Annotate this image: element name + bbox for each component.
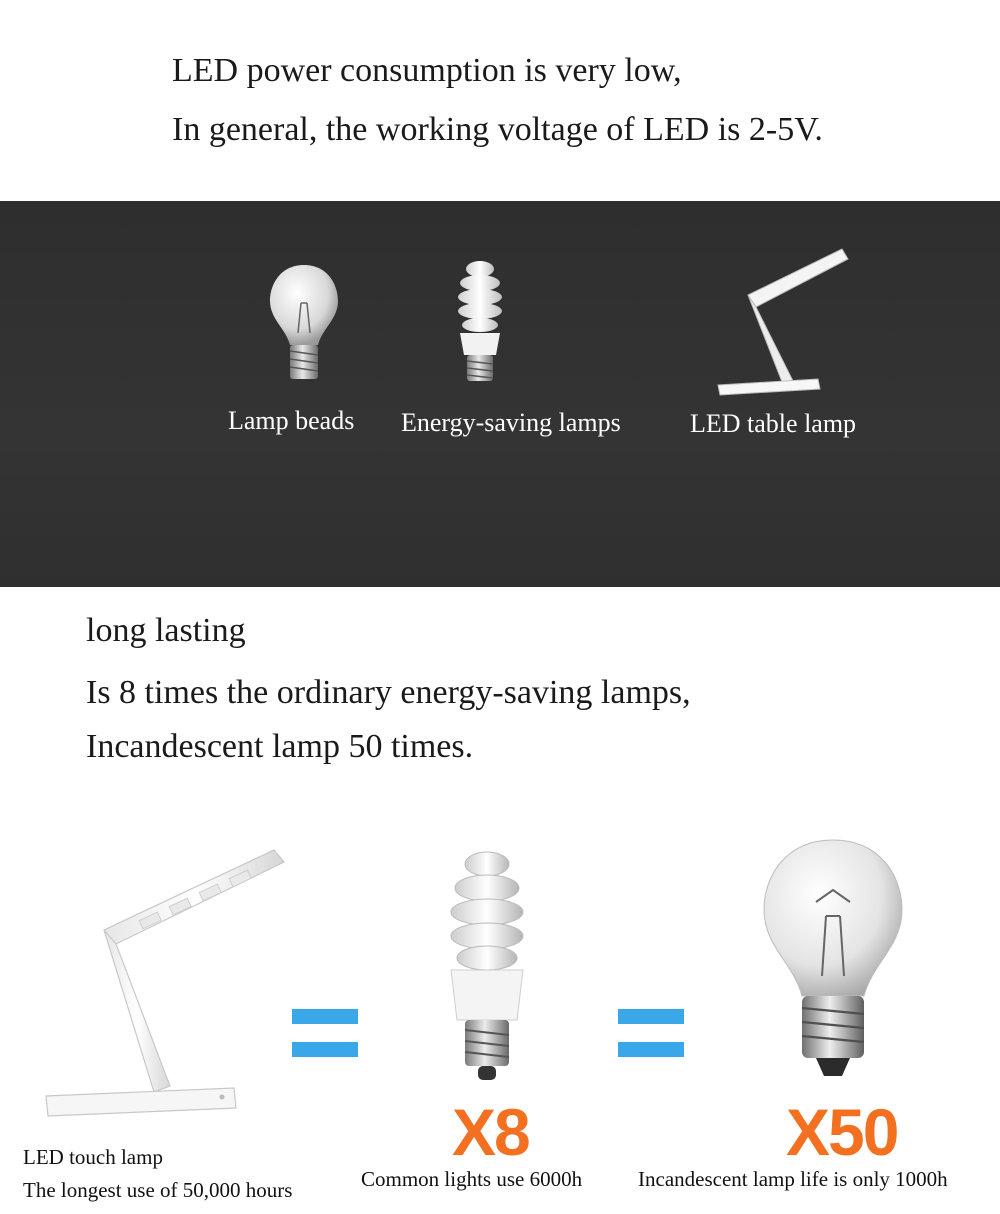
lamp-types-band [0,201,1000,587]
lasting-line-2: Is 8 times the ordinary energy-saving lamps, [86,674,691,711]
incandescent-bulb-icon [268,263,340,393]
cfl-caption: Common lights use 6000h [361,1167,583,1191]
folding-led-lamp-icon [44,842,294,1122]
led-caption-title: LED touch lamp [23,1145,163,1169]
lasting-heading: long lasting [86,612,246,649]
lamp-beads-label: Lamp beads [228,406,355,435]
cfl-multiplier: X8 [452,1095,529,1169]
incandescent-caption: Incandescent lamp life is only 1000h [638,1167,948,1191]
intro-line-2: In general, the working voltage of LED is 2-5V. [172,111,823,148]
led-caption-hours: The longest use of 50,000 hours [23,1178,293,1202]
equals-sign-2 [618,1009,684,1057]
folding-led-lamp-icon [714,247,854,397]
incandescent-multiplier: X50 [786,1095,898,1169]
led-table-lamp-label: LED table lamp [690,409,857,438]
equals-sign-1 [292,1009,358,1057]
energy-saving-lamps-label: Energy-saving lamps [401,408,621,437]
spiral-cfl-bulb-icon [452,259,508,393]
spiral-cfl-bulb-icon [441,848,533,1084]
incandescent-bulb-icon [760,836,906,1086]
lasting-line-3: Incandescent lamp 50 times. [86,728,474,765]
intro-line-1: LED power consumption is very low, [172,52,682,89]
